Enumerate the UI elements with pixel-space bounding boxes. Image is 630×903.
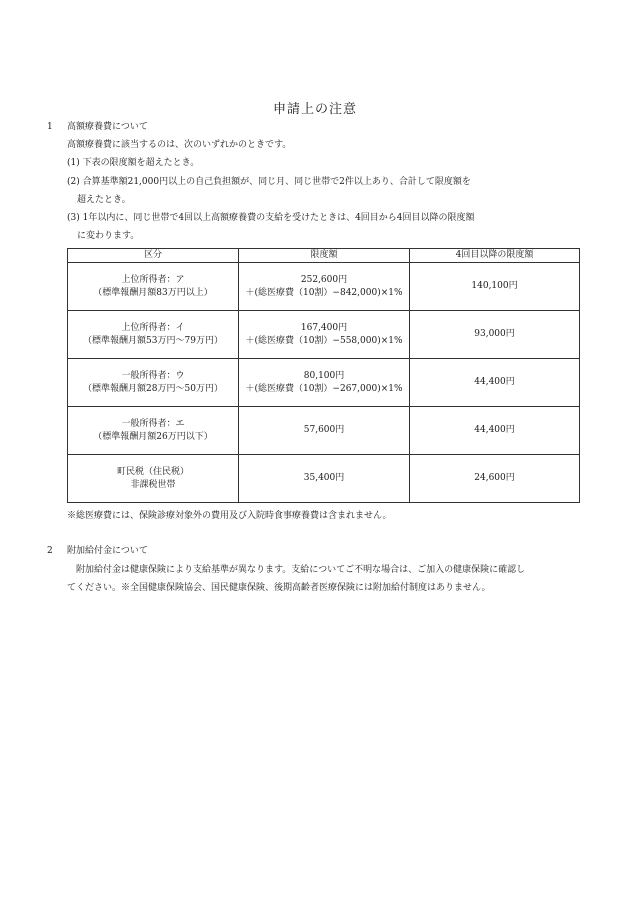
page-title: 申請上の注意: [272, 102, 357, 117]
condition-item-3: (3) 1年以内に、同じ世帯で4回以上高額療養費の支給を受けたときは、4回目から4回目以降の限度額: [67, 213, 475, 223]
section-2-body-line-2: てください。※全国健康保険協会、国民健康保険、後期高齢者医療保険には附加給付制度はありません。: [67, 583, 491, 593]
table-row: [68, 359, 580, 407]
category-name: 町民税（住民税）: [116, 466, 189, 477]
column-header-limit-4th: 4回目以降の限度額: [410, 249, 580, 263]
limit-base: 252,600円: [300, 274, 348, 285]
limit-4th-cell: 44,400円: [410, 407, 580, 455]
section-1-intro: 高額療養費に該当するのは、次のいずれかのときです。: [67, 140, 292, 150]
category-cell: [68, 263, 239, 311]
limit-formula: ＋(総医療費（10割）−842,000)×1%: [245, 287, 403, 298]
limit-table: [67, 248, 580, 503]
section-2-number: 2: [47, 546, 53, 556]
section-1-heading: 高額療養費について: [67, 122, 148, 132]
section-2-body-line-1: 附加給付金は健康保険により支給基準が異なります。支給についてご不明な場合は、ご加入の健康保険に確認し: [76, 565, 526, 575]
limit-cell: [239, 311, 410, 359]
limit-4th-cell: 93,000円: [410, 311, 580, 359]
limit-cell: [239, 359, 410, 407]
category-cell: [68, 311, 239, 359]
table-row: [68, 455, 580, 503]
category-cell: [68, 455, 239, 503]
limit-base: 57,600円: [303, 425, 345, 435]
category-name: 一般所得者：ウ: [121, 370, 185, 381]
table-header-row: [68, 249, 580, 263]
column-header-category: 区分: [68, 249, 239, 263]
category-cell: [68, 359, 239, 407]
table-footnote: ※総医療費には、保険診療対象外の費用及び入院時食事療養費は含まれません。: [67, 511, 392, 521]
condition-item-3-continued: に変わります。: [77, 231, 140, 241]
category-range: 非課税世帯: [130, 479, 176, 490]
limit-cell: [239, 407, 410, 455]
section-2-heading: 附加給付金について: [67, 546, 148, 556]
column-header-limit: 限度額: [239, 249, 410, 263]
table-row: [68, 407, 580, 455]
category-range: （標準報酬月額83万円以上）: [93, 287, 213, 298]
category-cell: [68, 407, 239, 455]
category-range: （標準報酬月額26万円以下）: [93, 431, 213, 442]
section-1-number: 1: [47, 122, 53, 132]
category-range: （標準報酬月額28万円〜50万円）: [83, 383, 223, 394]
limit-cell: [239, 455, 410, 503]
category-name: 上位所得者：ア: [121, 274, 185, 285]
condition-item-2-continued: 超えたとき。: [77, 195, 131, 205]
limit-base: 167,400円: [300, 322, 348, 333]
limit-formula: ＋(総医療費（10割）−558,000)×1%: [245, 335, 403, 346]
table-row: [68, 263, 580, 311]
limit-formula: ＋(総医療費（10割）−267,000)×1%: [245, 383, 403, 394]
category-range: （標準報酬月額53万円〜79万円）: [83, 335, 223, 346]
category-name: 一般所得者：エ: [121, 418, 185, 429]
condition-item-1: (1) 下表の限度額を超えたとき。: [67, 158, 200, 168]
condition-item-2: (2) 合算基準額21,000円以上の自己負担額が、同じ月、同じ世帯で2件以上あり、合計して限度額を: [67, 177, 471, 187]
limit-4th-cell: 140,100円: [410, 263, 580, 311]
category-name: 上位所得者：イ: [121, 322, 185, 333]
limit-base: 35,400円: [303, 473, 345, 483]
limit-base: 80,100円: [303, 370, 345, 381]
limit-4th-cell: 44,400円: [410, 359, 580, 407]
limit-4th-cell: 24,600円: [410, 455, 580, 503]
limit-cell: [239, 263, 410, 311]
table-row: [68, 311, 580, 359]
